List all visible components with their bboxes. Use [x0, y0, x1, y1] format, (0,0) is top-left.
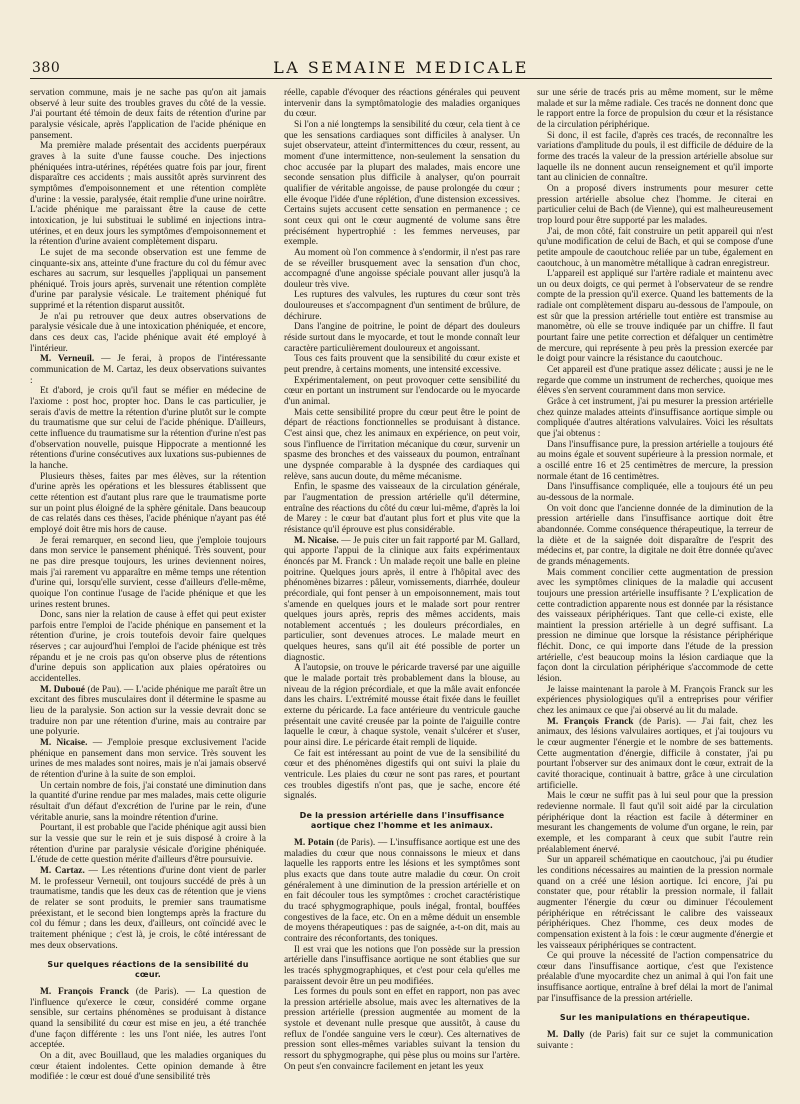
paragraph-text: Le sujet de ma seconde observation est une femme de cinquante-six ans, atteinte d'une fracture du col du fémur avec eschares au sacrum, sur lesquelles j'appliquai un pansement phéniqué. Trois jours après, survenait une rétention complète d'urine par paralysie vésicale. Le traitement phéniqué fut supprimé et la rétention disparut aussitôt.: [30, 247, 266, 312]
paragraph: [30, 610, 266, 685]
paragraph: [284, 536, 520, 664]
paragraph: [30, 248, 266, 312]
paragraph: [30, 141, 266, 248]
paragraph: [30, 738, 266, 781]
paragraph: [537, 855, 773, 951]
paragraph: [30, 88, 266, 141]
paragraph-text: Dans l'angine de poitrine, le point de départ des douleurs réside surtout dans le myocarde, et tout le monde connaît leur caractère particulièrement douloureux et angoissant.: [284, 322, 520, 354]
paragraph-text: Au moment où l'on commence à s'endormir, il n'est pas rare de se réveiller brusquement avec la sensation d'un choc, accompagné d'une angoisse spéciale pouvant aller jusqu'à la douleur très vive.: [284, 247, 520, 290]
paragraph: [537, 685, 773, 717]
paragraph-text: Si donc, il est facile, d'après ces tracés, de reconnaître les variations d'amplitude du pouls, il est difficile de déduire de la forme des tracés la valeur de la pression artérielle absolue sur laquelle ils ne donnent aucun renseignement et qu'il importe tant au clinicien de connaître.: [537, 130, 773, 184]
paragraph: [537, 365, 773, 397]
speaker-name: M. François Franck: [547, 716, 634, 727]
paragraph-text: Les ruptures des valvules, les ruptures du cœur sont très douloureuses et s'accompagnent d'un sentiment de brûlure, de déchirure.: [284, 290, 520, 322]
paragraph-text: Enfin, le spasme des vaisseaux de la circulation générale, par l'augmentation de pression artérielle qu'il détermine, entraîne des réactions du côté du cœur lui-même, d'après la loi de Marey : le cœur bat d'autant plus fort et plus vite que la résistance qu'il éprouve est plus considérable.: [284, 482, 520, 535]
paragraph-text: Mais comment concilier cette augmentation de pression avec les symptômes cliniques de la maladie qui accusent toujours une pression artérielle insuffisante ? L'explication de cette contradiction apparente nous est donnée par la résistance des vaisseaux périphériques. Tant que celle-ci existe, elle maintient la pression artérielle à un degré suffisant. La pression ne diminue que lorsque la résistance périphérique fléchit. Donc, ce qui importe dans l'étude de la pression artérielle, c'est beaucoup moins la lésion cardiaque que la façon dont la circulation périphérique s'accommode de cette lésion.: [537, 567, 773, 685]
paragraph-text: Mais le cœur ne suffit pas à lui seul pour que la pression redevienne normale. Il faut qu'il soit aidé par la circulation périphérique dont la réaction est facile à déterminer en mesurant les changements de volume d'un organe, le rein, par exemple, et les comparant à ceux que subit l'autre rein préalablement énervé.: [537, 791, 773, 855]
paragraph-text: Je n'ai pu retrouver que deux autres observations de paralysie vésicale due à une intoxication phéniquée, et encore, dans ces deux cas, l'acide phénique avait été employé à l'intérieur.: [30, 311, 266, 354]
speaker-name: M. Potain: [294, 837, 334, 848]
paragraph-text: — Les rétentions d'urine dont vient de parler M. le professeur Verneuil, ont toujours succédé de près à un traumatisme, tandis que les deux cas de rétention que je viens de relater se sont produits, le premier sans traumatisme préexistant, et le second bien longtemps après la fracture du col du fémur ; dans les deux, d'ailleurs, ont coïncidé avec le traitement phénique ; c'est là, je crois, le côté intéressant de mes deux observations.: [30, 865, 266, 951]
paragraph: [284, 354, 520, 375]
paragraph: [537, 504, 773, 568]
paragraph-text: Je ferai remarquer, en second lieu, que j'emploie toujours dans mon service le pansement phéniqué. Très souvent, pour ne pas dire presque toujours, les urines deviennent noires, mais j'ai rarement vu apparaître en même temps une rétention d'urine qui, lorsqu'elle survient, cesse d'ailleurs d'elle-même, quoique l'on continue l'usage de l'acide phénique et que les urines restent brunes.: [30, 535, 266, 610]
speaker-name: M. Duboué: [40, 684, 85, 695]
paragraph: [30, 987, 266, 1051]
paragraph: [30, 823, 266, 866]
text-column-2: [284, 88, 520, 1090]
paragraph: [537, 568, 773, 685]
section-heading: Sur les manipulations en thérapeutique.: [559, 1013, 751, 1023]
paragraph: [30, 1051, 266, 1083]
paragraph: [30, 472, 266, 536]
paragraph: [284, 248, 520, 291]
paragraph-text: A l'autopsie, on trouve le péricarde traversé par une aiguille que le malade portait très probablement dans la blouse, au niveau de la région précordiale, et que la mâle avait enfoncée dans les chairs. L'extrémité mousse était fixée dans le feuillet externe du péricarde. La face antérieure du ventricule gauche présentait une cavité creusée par la pointe de l'aiguille contre laquelle le cœur, à chaque systole, venait s'ulcérer et s'user, pour ainsi dire. Le péricarde était rempli de liquide.: [284, 663, 520, 749]
paragraph-text: On voit donc que l'ancienne donnée de la diminution de la pression artérielle dans l'insuffisance aortique doit être abandonnée. Comme conséquence thérapeutique, la terreur de la diète et de la saignée doit disparaître de l'esprit des médecins et, par contre, la digitale ne doit être donnée qu'avec de grands ménagements.: [537, 503, 773, 567]
section-heading: Sur quelques réactions de la sensibilité du cœur.: [47, 960, 249, 980]
paragraph-text: Dans l'insuffisance pure, la pression artérielle a toujours été au moins égale et souvent supérieure à la pression normale, et a oscillé entre 16 et 25 centimètres de mercure, la pression normale étant de 16 centimètres.: [537, 439, 773, 482]
paragraph-text: réelle, capable d'évoquer des réactions générales qui peuvent intervenir dans la symptômatologie des maladies organiques du cœur.: [284, 88, 520, 120]
paragraph: [284, 749, 520, 802]
paragraph-text: Tous ces faits prouvent que la sensibilité du cœur existe et peut prendre, à certains moments, une intensité excessive.: [284, 354, 520, 376]
paragraph: [30, 386, 266, 471]
paragraph: [30, 685, 266, 738]
paragraph: [284, 88, 520, 120]
paragraph-text: Dans l'insuffisance compliquée, elle a toujours été un peu au-dessous de la normale.: [537, 482, 773, 503]
paragraph: [537, 269, 773, 365]
journal-title: LA SEMAINE MEDICALE: [273, 58, 529, 77]
paragraph-text: — J'emploie presque exclusivement l'acide phénique en pansement dans mon service. Très souvent les urines de mes malades sont noires, mais je n'ai jamais observé de rétention d'urine à la suite de son emploi.: [30, 738, 266, 780]
paragraph-text: (de Paris) fait sur ce sujet la communication suivante :: [537, 1030, 773, 1052]
paragraph: [30, 312, 266, 355]
paragraph: [537, 717, 773, 792]
text-column-3: [537, 88, 773, 1090]
paragraph-text: J'ai, de mon côté, fait construire un petit appareil qui n'est qu'une modification de celui de Bach, et qui se compose d'une petite ampoule de caoutchouc reliée par un tube, également en caoutchouc, à un manomètre métallique à cadran enregistreur.: [537, 226, 773, 269]
paragraph: [284, 987, 520, 1072]
paragraph-text: Pourtant, il est probable que l'acide phénique agit aussi bien sur la vessie que sur le rein et je suis disposé à croire à la rétention d'urine par paralysie vésicale d'origine phéniquée. L'étude de cette question mérite d'ailleurs d'être poursuivie.: [30, 823, 266, 866]
paragraph: [537, 1030, 773, 1051]
paragraph: [537, 397, 773, 440]
paragraph-text: On a proposé divers instruments pour mesurer cette pression artérielle absolue chez l'homme. Je citerai en particulier celui de Bach (de Vienne), qui est malheureusement trop lourd pour être supporté par les malades.: [537, 183, 773, 226]
paragraph: [284, 482, 520, 535]
section-heading: De la pression artérielle dans l'insuffisance aortique chez l'homme et les animaux.: [299, 810, 505, 830]
paragraph-text: servation commune, mais je ne sache pas qu'on ait jamais observé à leur suite des troubles graves du côté de la vessie. J'ai pourtant été témoin de deux faits de rétention d'urine par paralysie vésicale, après l'application de l'acide phénique en pansement.: [30, 88, 266, 141]
paragraph: [284, 120, 520, 248]
paragraph-text: Les formes du pouls sont en effet en rapport, non pas avec la pression artérielle absolue, mais avec les alternatives de la pression artérielle (pression augmentée au moment de la systole et devenant nulle presque que aussitôt, à cause du reflux de l'ondée sanguine vers le cœur). Ces alternatives de pression sont elles-mêmes variables suivant la tension du ressort du sphygmographe, qui pèse plus ou moins sur l'artère. On peut s'en convaincre facilement en jetant les yeux: [284, 987, 520, 1072]
paragraph-text: Il est vrai que les notions que l'on possède sur la pression artérielle dans l'insuffisance aortique ne sont établies que sur les tracés sphygmographiques, et c'est pour cela qu'elles me paraissent devoir être un peu modifiées.: [284, 944, 520, 987]
paragraph-text: Mais cette sensibilité propre du cœur peut être le point de départ de réactions fonctionnelles se produisant à distance. C'est ainsi que, chez les animaux en expérience, on peut voir, sous l'influence de l'irritation mécanique du cœur, survenir un spasme des bronches et des vaisseaux du poumon, entraînant une dyspnée comparable à la dyspnée des cardiaques qui relève, sans aucun doute, du même mécanisme.: [284, 407, 520, 482]
paragraph: [537, 951, 773, 1004]
speaker-name: M. Dally: [547, 1030, 585, 1041]
page-header: [30, 58, 772, 79]
paragraph: [537, 227, 773, 270]
speaker-name: M. Cartaz.: [40, 865, 85, 876]
paragraph-text: Ma première malade présentait des accidents puerpéraux graves à la suite d'une fausse couche. Des injections phéniquées intra-utérines, répétées quatre fois par jour, firent disparaître ces accidents ; mais aussitôt après survinrent des symptômes d'empoisonnement et une rétention complète d'urine : la vessie, paralysée, était remplie d'une urine noirâtre. L'acide phénique me paraissant être la cause de cette intoxication, je lui substituai le sublimé en injections intra-utérines, et en deux jours les symptômes d'empoisonnement et la rétention d'urine avaient complètement disparu.: [30, 141, 266, 248]
paragraph-text: L'appareil est appliqué sur l'artère radiale et maintenu avec un ou deux doigts, ce qui permet à l'observateur de se rendre compte de la pression qu'il exerce. Quand les battements de la radiale ont complètement disparu au-dessous de l'ampoule, on est sûr que la pression artérielle tout entière est transmise au manomètre, où elle se trouve indiquée par un chiffre. Il faut pourtant faire une petite correction et défalquer un centimètre de mercure, qui représente à peu près la pression exercée par le doigt pour vaincre la résistance du caoutchouc.: [537, 269, 773, 365]
paragraph-text: Grâce à cet instrument, j'ai pu mesurer la pression artérielle chez quinze malades atteints d'insuffisance aortique simple ou compliquée d'autres altérations valvulaires. Voici les résultats que j'ai obtenus :: [537, 397, 773, 439]
paragraph-text: Expérimentalement, on peut provoquer cette sensibilité du cœur en portant un instrument sur l'endocarde ou le myocarde d'un animal.: [284, 375, 520, 408]
paragraph-text: (de Paris). — L'insuffisance aortique est une des maladies du cœur que nous connaissons le mieux et dans laquelle les rapports entre les lésions et les symptômes sont plus exacts que dans toute autre maladie du cœur. On croit généralement à une diminution de la pression artérielle et on en fait découler tous les symptômes : crochet caractéristique du tracé sphygmographique, pouls inégal, frontal, bouffées congestives de la face, etc. On en a même déduit un ensemble de moyens thérapeutiques : pas de saignée, a-t-on dit, mais au contraire des réconfortants, des toniques.: [284, 837, 520, 944]
text-column-1: [30, 88, 266, 1090]
paragraph-text: Si l'on a nié longtemps la sensibilité du cœur, cela tient à ce que les sensations cardiaques sont difficiles à analyser. Un sujet observateur, atteint d'intermittences du cœur, ressent, au moment d'une intermittence, non-seulement la sensation du choc accusée par la plupart des malades, mais encore une seconde sensation plus difficile à analyser, qu'on pourrait qualifier de véritable angoisse, de pause prolongée du cœur ; elle évoque l'idée d'une réplétion, d'une distension excessives. Certains sujets accusent cette sensation en permanence ; ce sont ceux qui ont le cœur augmenté de volume sans être précisément hypertrophié : les femmes nerveuses, par exemple.: [284, 119, 520, 248]
speaker-name: M. Nicaise.: [40, 738, 88, 749]
paragraph-text: On a dit, avec Bouillaud, que les maladies organiques du cœur étaient indolentes. Cette opinion demande à être modifiée : le cœur est doué d'une sensibilité très: [30, 1051, 266, 1083]
paragraph: [284, 408, 520, 483]
paragraph: [284, 290, 520, 322]
paragraph: [537, 440, 773, 483]
paragraph-text: Sur un appareil schématique en caoutchouc, j'ai pu étudier les conditions nécessaires au maintien de la pression normale quand on a créé une lésion aortique. Ici encore, j'ai pu constater que, pour rétablir la pression normale, il fallait augmenter l'énergie du cœur ou diminuer l'écoulement périphérique en rétrécissant le calibre des vaisseaux périphériques. Chez l'homme, ces deux modes de compensation existent à la fois : le cœur augmente d'énergie et les vaisseaux périphériques se contractent.: [537, 855, 773, 951]
paragraph: [284, 663, 520, 748]
paragraph-text: (de Paris). — La question de l'influence qu'exerce le cœur, considéré comme organe sensible, sur certains phénomènes se produisant à distance quand la sensibilité du cœur est mise en jeu, a été tranchée d'une façon différente : les uns l'ont niée, les autres l'ont acceptée.: [30, 987, 266, 1051]
paragraph-text: — Je puis citer un fait rapporté par M. Gallard, qui apporte l'appui de la clinique aux faits expérimentaux énoncés par M. Franck : Un malade reçoit une balle en pleine poitrine. Quelques jours après, il entre à l'hôpital avec des phénomènes bizarres : pâleur, vomissements, diarrhée, douleur précordiale, qui font penser à un empoisonnement, mais tout s'amende en quelques jours et le malade sort pour rentrer quelques jours après, repris des mêmes accidents, mais notablement accentués ; les douleurs précordiales, en particulier, sont devenues atroces. Le malade meurt en quelques heures, sans qu'il ait été possible de porter un diagnostic.: [284, 535, 520, 663]
paragraph: [284, 945, 520, 988]
paragraph: [30, 536, 266, 611]
paragraph: [284, 838, 520, 945]
paragraph-text: sur une série de tracés pris au même moment, sur le même malade et sur la même radiale. Ces tracés ne donnent donc que le rapport entre la force de propulsion du cœur et la résistance de la circulation périphérique.: [537, 88, 773, 130]
paragraph: [284, 322, 520, 354]
paragraph-text: Cet appareil est d'une pratique assez délicate ; aussi je ne le regarde que comme un instrument de recherches, quoique mes élèves s'en servent couramment dans mon service.: [537, 365, 773, 397]
paragraph: [537, 791, 773, 855]
paragraph-text: (de Pau). — L'acide phénique me paraît être un excitant des fibres musculaires dont il détermine le spasme au lieu de la paralysie. Son action sur la vessie devrait donc se traduire non par une rétention d'urine, mais au contraire par une polyurie.: [30, 684, 266, 738]
paragraph: [537, 88, 773, 131]
paragraph-text: Un certain nombre de fois, j'ai constaté une diminution dans la quantité d'urine rendue par mes malades, mais cette oligurie résultait d'un défaut d'excrétion de l'urine par le rein, d'une véritable anurie, sans la moindre rétention d'urine.: [30, 780, 266, 823]
paragraph: [537, 131, 773, 184]
paragraph: [284, 376, 520, 408]
paragraph: [30, 866, 266, 951]
paragraph-text: (de Paris). — J'ai fait, chez les animaux, des lésions valvulaires aortiques, et j'ai toujours vu le cœur augmenter l'énergie et le nombre de ses battements. Cette augmentation d'énergie, difficile à constater, j'ai pu pourtant l'observer sur des animaux dont le cœur, extrait de la cavité thoracique, continuait à battre, grâce à une circulation artificielle.: [537, 716, 773, 791]
paragraph-text: — Je ferai, à propos de l'intéressante communication de M. Cartaz, les deux observations suivantes :: [30, 354, 266, 386]
paragraph-text: Je laisse maintenant la parole à M. François Franck sur les expériences physiologiques qu'il a entreprises pour vérifier chez les animaux ce que j'ai observé au lit du malade.: [537, 684, 773, 717]
paragraph: [30, 781, 266, 824]
speaker-name: M. François Franck: [40, 987, 129, 998]
paragraph: [537, 184, 773, 227]
paragraph-text: Donc, sans nier la relation de cause à effet qui peut exister parfois entre l'emploi de l'acide phénique en pansement et la rétention d'urine, je crois toutefois devoir faire quelques réserves ; car aujourd'hui l'emploi de l'acide phénique est très répandu et je ne crois pas qu'on observe plus de rétentions d'urine depuis son application aux plaies opératoires ou accidentelles.: [30, 610, 266, 685]
paragraph-text: Et d'abord, je crois qu'il faut se méfier en médecine de l'axiome : post hoc, propter hoc. Dans le cas particulier, je serais d'avis de mettre la rétention d'urine plutôt sur le compte du traumatisme que sur celui de l'acide phénique. D'ailleurs, cette influence du traumatisme sur la rétention d'urine n'est pas d'observation nouvelle, puisque Hippocrate a mentionné les rétentions d'urine consécutives aux luxations sus-pubiennes de la hanche.: [30, 386, 266, 471]
page-number: 380: [32, 60, 61, 76]
paragraph-text: Plusieurs thèses, faites par mes élèves, sur la rétention d'urine après les opérations et les blessures établissent que cette rétention est d'autant plus rare que le traumatisme porte sur un point plus éloigné de la sphère génitale. Dans beaucoup de cas relatés dans ces thèses, l'acide phénique n'ayant pas été employé doit être mis hors de cause.: [30, 471, 266, 535]
paragraph: [537, 482, 773, 503]
speaker-name: M. Verneuil.: [40, 354, 95, 365]
paragraph: [30, 354, 266, 386]
paragraph-text: Ce fait est intéressant au point de vue de la sensibilité du cœur et des phénomènes digestifs qui ont suivi la plaie du ventricule. Les plaies du cœur ne sont pas rares, et pourtant ces troubles digestifs n'ont pas, que je sache, encore été signalés.: [284, 748, 520, 802]
paragraph-text: Ce qui prouve la nécessité de l'action compensatrice du cœur dans l'insuffisance aortique, c'est que l'existence préalable d'une myocardite chez un animal à qui l'on fait une insuffisance aortique, entraîne à bref délai la mort de l'animal par l'insuffisance de la pression artérielle.: [537, 951, 773, 1004]
speaker-name: M. Nicaise.: [294, 535, 339, 546]
